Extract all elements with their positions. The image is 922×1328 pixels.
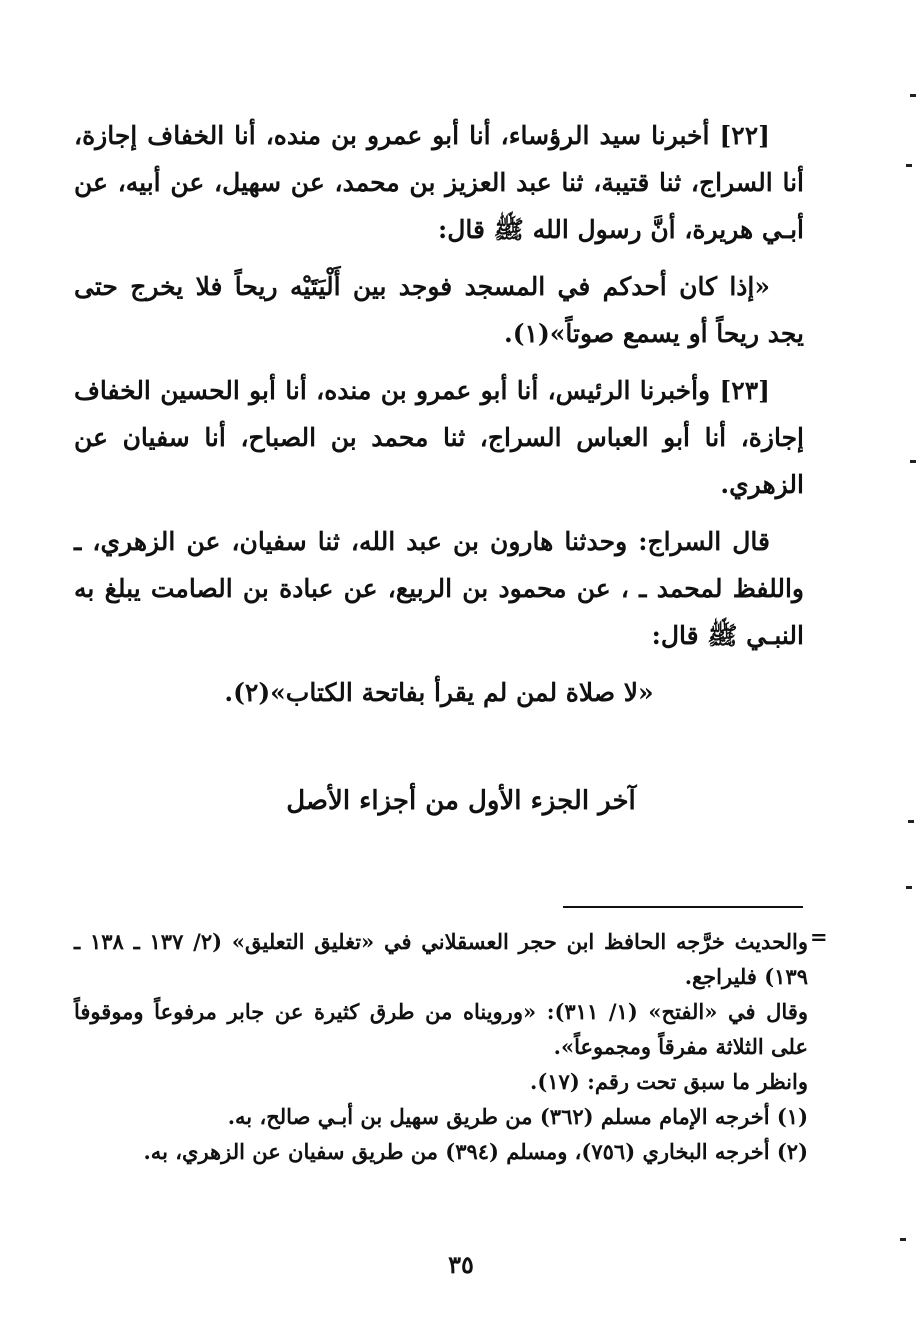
- footnote-continued-3: وانظر ما سبق تحت رقم: (١٧).: [530, 1069, 808, 1094]
- footnote-continued-1: والحديث خرَّجه الحافظ ابن حجر العسقلاني في «تغليق التعليق» (٢/ ١٣٧ ـ ١٣٨ ـ ١٣٩) فليراجع.: [74, 929, 809, 989]
- hadith-23-second-isnad: قال السراج: وحدثنا هارون بن عبد الله، ثنا سفيان، عن الزهري، ـ واللفظ لمحمد ـ ، عن محمود بن الربيع، عن عبادة بن الصامت يبلغ به النبـي ﷺ قال:: [74, 527, 804, 650]
- hadith-22-isnad: [٢٢] أخبرنا سيد الرؤساء، أنا أبو عمرو بن منده، أنا الخفاف إجازة، أنا السراج، ثنا قتيبة، ثنا عبد العزيز بن محمد، عن سهيل، عن أبيه، عن أبـي هريرة، أنَّ رسول الله ﷺ قال:: [74, 121, 804, 244]
- footnote-2: (٢) أخرجه البخاري (٧٥٦)، ومسلم (٣٩٤) من طريق سفيان عن الزهري، به.: [143, 1139, 808, 1164]
- footnote-separator: [563, 906, 803, 908]
- footnote-continued-2: وقال في «الفتح» (١/ ٣١١): «ورويناه من طرق كثيرة عن جابر مرفوعاً وموقوفاً على الثلاثة مفرقاً ومجموعاً».: [74, 999, 808, 1059]
- hadith-22-matn: «إذا كان أحدكم في المسجد فوجد بين أَلْيَتَيْه ريحاً فلا يخرج حتى يجد ريحاً أو يسمع صوتاً»(١).: [74, 272, 804, 348]
- section-end-heading: آخر الجزء الأول من أجزاء الأصل: [286, 786, 636, 816]
- main-text: [74, 112, 804, 726]
- scan-edge-mark: [906, 164, 912, 167]
- footnote-continuation-marker: =: [810, 924, 828, 949]
- hadith-23-matn: «لا صلاة لمن لم يقرأ بفاتحة الكتاب»(٢).: [224, 678, 654, 707]
- footnote-1: (١) أخرجه الإمام مسلم (٣٦٢) من طريق سهيل بن أبـي صالح، به.: [227, 1104, 808, 1129]
- footnotes: [74, 924, 808, 1169]
- scan-edge-mark: [900, 1238, 906, 1241]
- scan-edge-mark: [908, 820, 914, 823]
- hadith-23-isnad: [٢٣] وأخبرنا الرئيس، أنا أبو عمرو بن منده، أنا أبو الحسين الخفاف إجازة، أنا أبو العباس السراج، ثنا محمد بن الصباح، أنا سفيان عن الزهري.: [74, 376, 804, 499]
- page-number: ٣٥: [448, 1250, 474, 1279]
- scan-edge-mark: [906, 886, 912, 889]
- scan-edge-mark: [910, 460, 916, 463]
- scan-edge-mark: [910, 94, 916, 97]
